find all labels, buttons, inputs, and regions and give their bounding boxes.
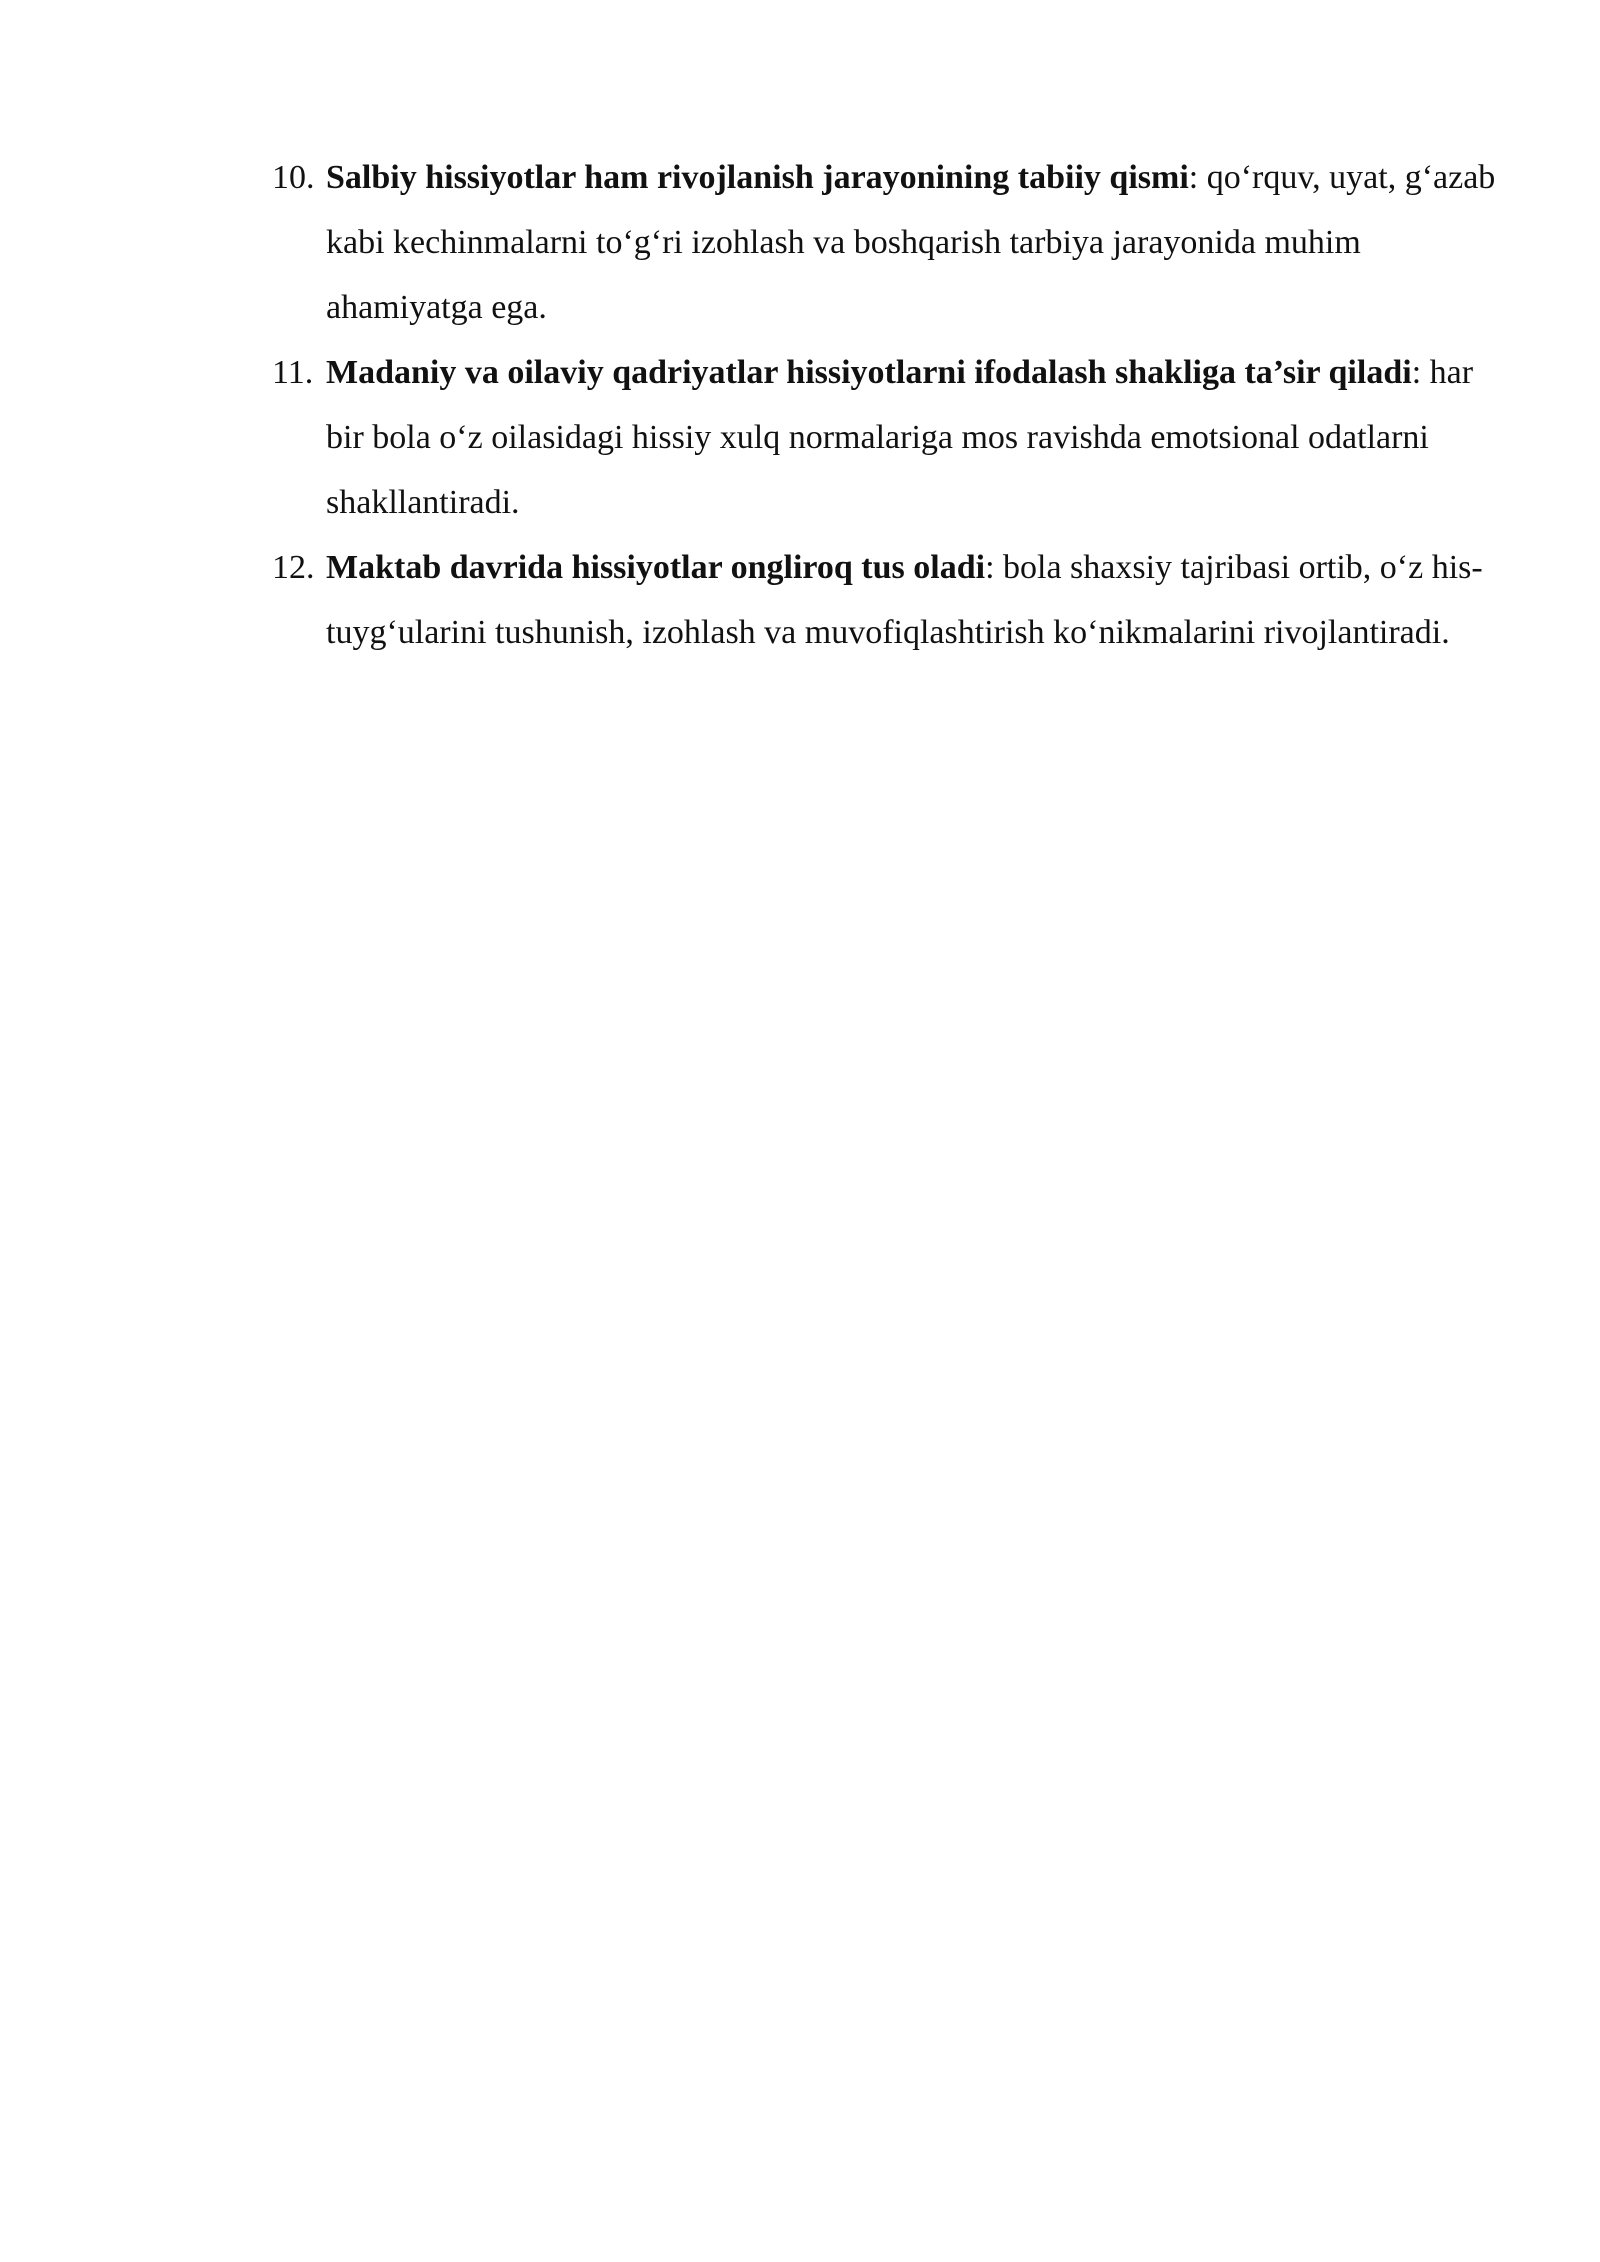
numbered-list <box>272 145 1512 665</box>
list-item-text: : bola shaxsiy tajribasi ortib, o‘z his-tuyg‘ularini tushunish, izohlash va muvofiqlashtirish ko‘nikmalarini rivojlantiradi. <box>326 549 1483 651</box>
list-item <box>272 535 1512 665</box>
list-item <box>272 145 1512 340</box>
list-item-number: 12. <box>272 549 315 586</box>
list-item-term: Maktab davrida hissiyotlar ongliroq tus oladi <box>326 549 986 586</box>
list-item-number: 11. <box>272 354 314 391</box>
list-item-number: 10. <box>272 159 315 196</box>
list-item-text: : qo‘rquv, uyat, g‘azab kabi kechinmalarni to‘g‘ri izohlash va boshqarish tarbiya jarayonida muhim ahamiyatga ega. <box>326 159 1496 326</box>
list-item-term: Madaniy va oilaviy qadriyatlar hissiyotlarni ifodalash shakliga ta’sir qiladi <box>326 354 1412 391</box>
list-item <box>272 340 1512 535</box>
list-item-term: Salbiy hissiyotlar ham rivojlanish jarayonining tabiiy qismi <box>326 159 1189 196</box>
list-item-text: : har bir bola o‘z oilasidagi hissiy xulq normalariga mos ravishda emotsional odatlarni shakllantiradi. <box>326 354 1474 521</box>
